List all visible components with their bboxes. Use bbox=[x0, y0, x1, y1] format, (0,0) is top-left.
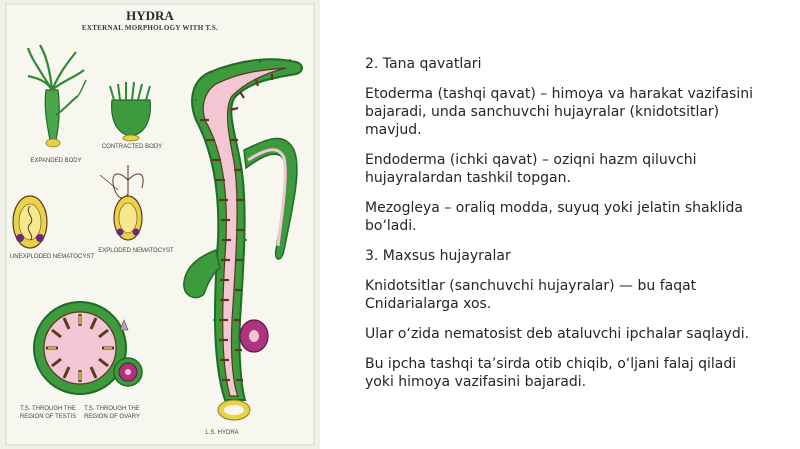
label-ts-ovary-2: REGION OF OVARY bbox=[84, 414, 140, 420]
label-contracted-body: CONTRACTED BODY bbox=[101, 144, 163, 150]
section2-heading: 2. Tana qavatlari bbox=[365, 56, 482, 72]
text-content bbox=[365, 55, 765, 403]
section3-paragraph-2: Ular o‘zida nematosist deb ataluvchi ipchalar saqlaydi. bbox=[365, 326, 750, 342]
label-ts-testis-1: T.S. THROUGH THE bbox=[20, 406, 76, 412]
section2-paragraph-2: Endoderma (ichki qavat) – oziqni hazm qiluvchi hujayralardan tashkil topgan. bbox=[365, 152, 697, 186]
section2-paragraph-1: Etoderma (tashqi qavat) – himoya va harakat vazifasini bajaradi, unda sanchuvchi hujayralar (knidotsitlar) mavjud. bbox=[365, 86, 754, 138]
section3-paragraph-3: Bu ipcha tashqi ta’sirda otib chiqib, o‘ljani falaj qiladi yoki himoya vazifasini bajaradi. bbox=[365, 356, 737, 390]
hydra-poster-image bbox=[0, 0, 320, 449]
label-unexploded-nematocyst: UNEXPLODED NEMATOCYST bbox=[9, 254, 95, 260]
label-exploded-nematocyst: EXPLODED NEMATOCYST bbox=[98, 248, 174, 254]
poster-subtitle: EXTERNAL MORPHOLOGY WITH T.S. bbox=[81, 24, 219, 32]
label-expanded-body: EXPANDED BODY bbox=[30, 158, 82, 164]
section3-heading: 3. Maxsus hujayralar bbox=[365, 248, 511, 264]
section3-paragraph-1: Knidotsitlar (sanchuvchi hujayralar) — bu faqat Cnidarialarga xos. bbox=[365, 278, 697, 312]
ts-testis-drawing bbox=[34, 302, 128, 394]
section2-paragraph-3: Mezogleya – oraliq modda, suyuq yoki jelatin shaklida bo‘ladi. bbox=[365, 200, 743, 234]
hydra-illustration bbox=[0, 0, 320, 449]
label-ls-hydra: L.S. HYDRA bbox=[205, 430, 239, 436]
label-ts-ovary-1: T.S. THROUGH THE bbox=[84, 406, 140, 412]
ts-ovary-drawing bbox=[114, 358, 142, 386]
label-ts-testis-2: REGION OF TESTIS bbox=[19, 414, 77, 420]
poster-title: HYDRA bbox=[126, 8, 174, 23]
unexploded-nematocyst-drawing bbox=[13, 196, 47, 248]
